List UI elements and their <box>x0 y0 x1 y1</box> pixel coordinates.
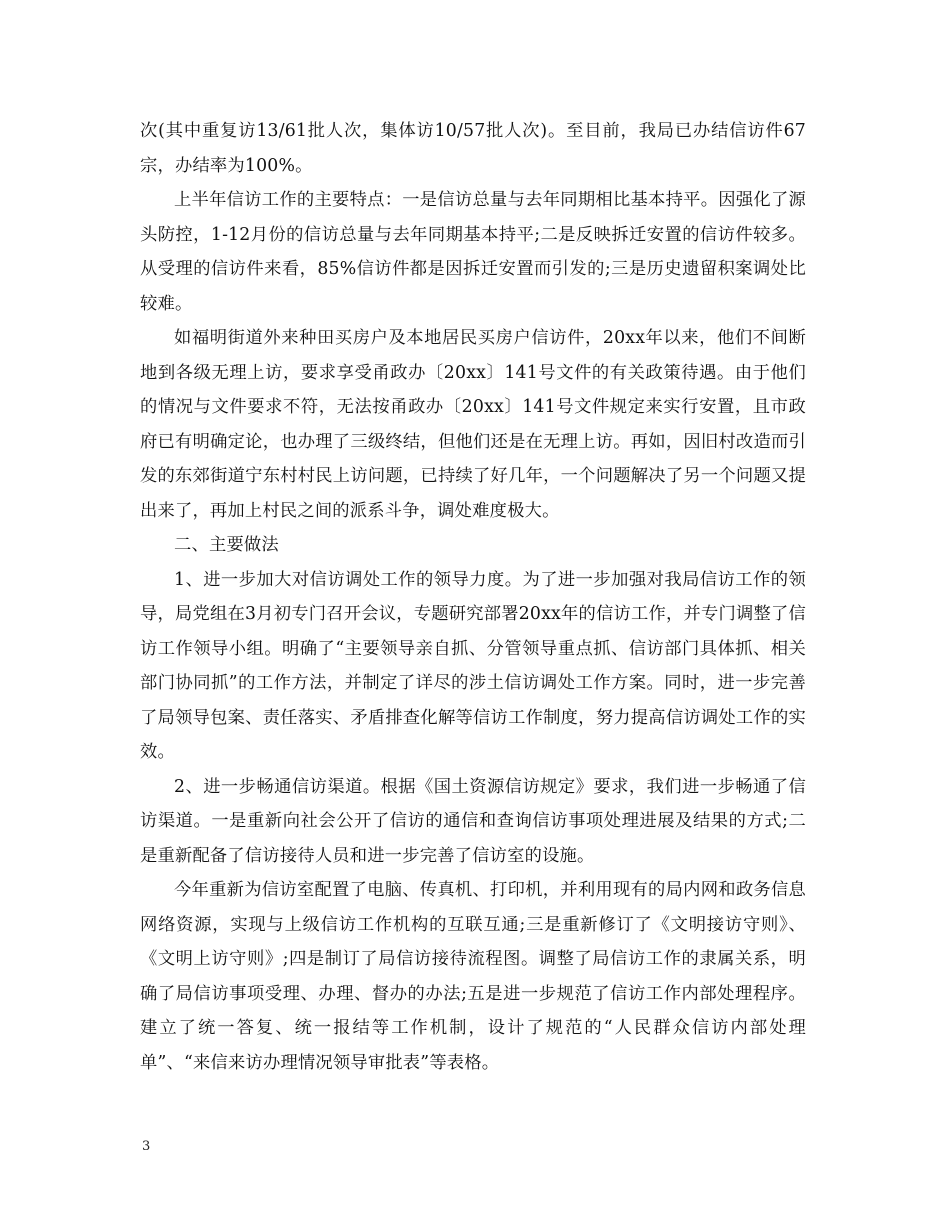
paragraph-4: 1、进一步加大对信访调处工作的领导力度。为了进一步加强对我局信访工作的领导，局党组在3月初专门召开会议，专题研究部署20xx年的信访工作，并专门调整了信访工作领导小组。明确了“主要领导亲自抓、分管领导重点抓、信访部门具体抓、相关部门协同抓”的工作方法，并制定了详尽的涉土信访调处工作方案。同时，进一步完善了局领导包案、责任落实、矛盾排查化解等信访工作制度，努力提高信访调处工作的实效。 <box>140 569 806 762</box>
document-body <box>140 114 806 1080</box>
page-number: 3 <box>142 1139 151 1154</box>
paragraph-1: 次(其中重复访13/61批人次，集体访10/57批人次)。至目前，我局已办结信访件67宗，办结率为100%。 <box>140 121 806 176</box>
paragraph-5: 2、进一步畅通信访渠道。根据《国土资源信访规定》要求，我们进一步畅通了信访渠道。一是重新向社会公开了信访的通信和查询信访事项处理进展及结果的方式;二是重新配备了信访接待人员和进一步完善了信访室的设施。 <box>140 776 806 866</box>
section-heading: 二、主要做法 <box>174 535 279 555</box>
paragraph-2: 上半年信访工作的主要特点：一是信访总量与去年同期相比基本持平。因强化了源头防控，1-12月份的信访总量与去年同期基本持平;二是反映拆迁安置的信访件较多。从受理的信访件来看，85%信访件都是因拆迁安置而引发的;三是历史遗留积案调处比较难。 <box>140 190 806 314</box>
paragraph-3: 如福明街道外来种田买房户及本地居民买房户信访件，20xx年以来，他们不间断地到各级无理上访，要求享受甬政办〔20xx〕141号文件的有关政策待遇。由于他们的情况与文件要求不符，无法按甬政办〔20xx〕141号文件规定来实行安置，且市政府已有明确定论，也办理了三级终结，但他们还是在无理上访。再如，因旧村改造而引发的东郊街道宁东村村民上访问题，已持续了好几年，一个问题解决了另一个问题又提出来了，再加上村民之间的派系斗争，调处难度极大。 <box>140 328 806 521</box>
paragraph-6: 今年重新为信访室配置了电脑、传真机、打印机，并利用现有的局内网和政务信息网络资源，实现与上级信访工作机构的互联互通;三是重新修订了《文明接访守则》、《文明上访守则》;四是制订了局信访接待流程图。调整了局信访工作的隶属关系，明确了局信访事项受理、办理、督办的办法;五是进一步规范了信访工作内部处理程序。建立了统一答复、统一报结等工作机制，设计了规范的“人民群众信访内部处理单”、“来信来访办理情况领导审批表”等表格。 <box>140 880 806 1073</box>
